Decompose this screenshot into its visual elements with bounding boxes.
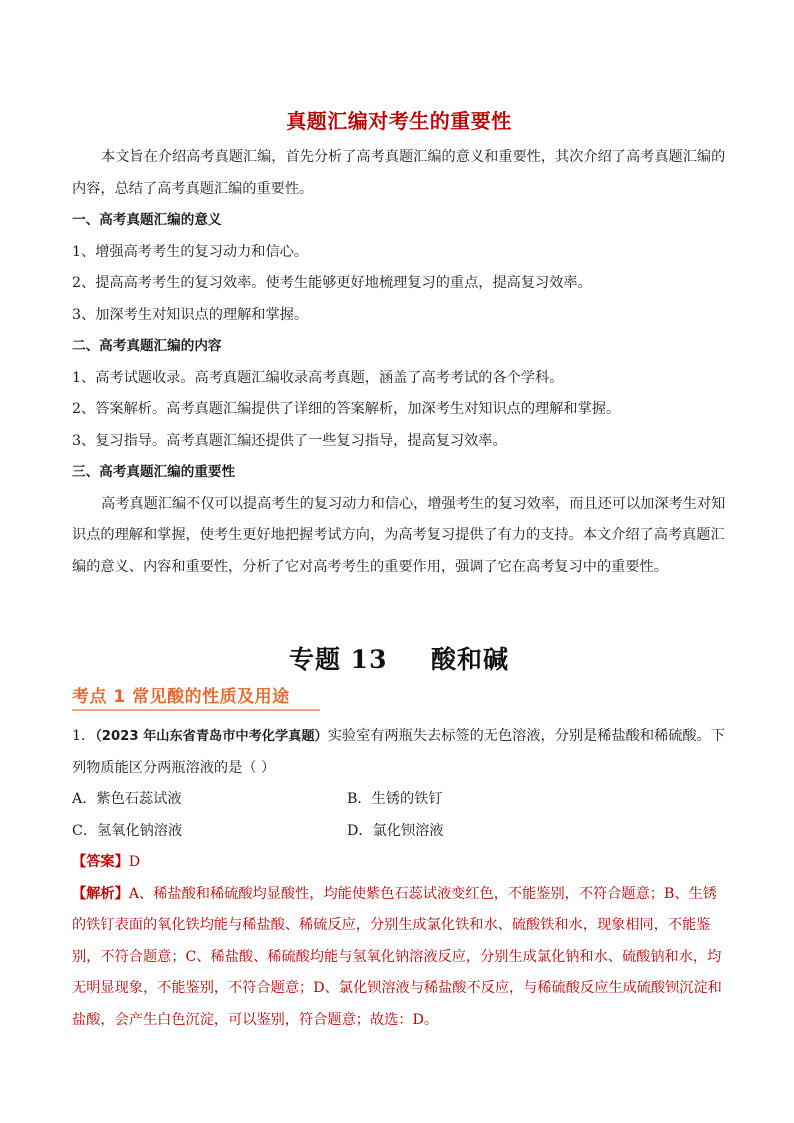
section2-item-1: 1、高考试题收录。高考真题汇编收录高考真题，涵盖了高考考试的各个学科。 — [72, 369, 564, 386]
kaodian-label: 考点 1 常见酸的性质及用途 — [72, 687, 290, 707]
question-1 — [72, 721, 726, 1036]
answer-label: 【答案】 — [72, 854, 129, 870]
section1-item-2: 2、提高高考考生的复习效率。使考生能够更好地梳理复习的重点，提高复习效率。 — [72, 275, 592, 291]
analysis-label: 【解析】 — [72, 885, 129, 902]
question-source: （2023 年山东省青岛市中考化学真题） — [95, 729, 328, 744]
document-page — [72, 0, 726, 1123]
kaodian-underline — [72, 709, 320, 711]
section2-item-2: 2、答案解析。高考真题汇编提供了详细的答案解析，加深考生对知识点的理解和掌握。 — [72, 401, 621, 417]
topic-title — [72, 640, 726, 676]
intro-title: 真题汇编对考生的重要性 — [286, 109, 512, 133]
answer-value: D — [128, 854, 141, 870]
question-stem — [72, 721, 726, 784]
options-grid — [72, 784, 726, 847]
intro-summary: 本文旨在介绍高考真题汇编，首先分析了高考真题汇编的意义和重要性，其次介绍了高考真题汇编的内容，总结了高考真题汇编的重要性。 — [72, 149, 726, 197]
option-a: A．紫色石蕊试液 — [72, 791, 182, 807]
topic-name: 酸和碱 — [431, 645, 510, 674]
topic-number: 专题 13 — [288, 645, 388, 674]
option-b: B．生锈的铁钉 — [347, 791, 443, 807]
option-c: C．氢氧化钠溶液 — [72, 822, 183, 839]
option-d: D．氯化钡溶液 — [347, 822, 444, 839]
intro-block — [72, 142, 726, 583]
section2-item-3: 3、复习指导。高考真题汇编还提供了一些复习指导，提高复习效率。 — [72, 432, 507, 449]
section1-item-3: 3、加深考生对知识点的理解和掌握。 — [72, 306, 309, 323]
analysis-paragraph — [72, 879, 726, 1037]
analysis-text: A、稀盐酸和稀硫酸均显酸性，均能使紫色石蕊试液变红色，不能鉴别，不符合题意；B、生锈的铁钉表面的氧化铁均能与稀盐酸、稀硫反应，分别生成氯化铁和水、硫酸铁和水，现象相同，不能鉴别，不符合题意；C、稀盐酸、稀硫酸均能与氢氧化钠溶液反应，分别生成氯化钠和水、硫酸钠和水，均无明显现象，不能鉴别，不符合题意；D、氯化钡溶液与稀盐酸不反应，与稀硫酸反应生成硫酸钡沉淀和盐酸，会产生白色沉淀，可以鉴别，符合题意；故选：D。 — [72, 885, 722, 1028]
section-heading-2: 二、高考真题汇编的内容 — [72, 338, 222, 354]
section-heading-3: 三、高考真题汇编的重要性 — [72, 464, 236, 480]
section-heading-1: 一、高考真题汇编的意义 — [72, 212, 222, 228]
section1-item-1: 1、增强高考考生的复习动力和信心。 — [72, 243, 309, 260]
answer-line — [72, 847, 726, 879]
question-text: 实验室有两瓶失去标签的无色溶液，分别是稀盐酸和稀硫酸。下列物质能区分两瓶溶液的是（ ） — [72, 728, 725, 776]
section3-paragraph: 高考真题汇编不仅可以提高考生的复习动力和信心，增强考生的复习效率，而且还可以加深考生对知识点的理解和掌握，使考生更好地把握考试方向，为高考复习提供了有力的支持。本文介绍了高考真题汇编的意义、内容和重要性，分析了它对高考考生的重要作用，强调了它在高考复习中的重要性。 — [72, 495, 726, 575]
question-number: 1． — [72, 728, 96, 744]
kaodian-heading — [72, 682, 320, 711]
